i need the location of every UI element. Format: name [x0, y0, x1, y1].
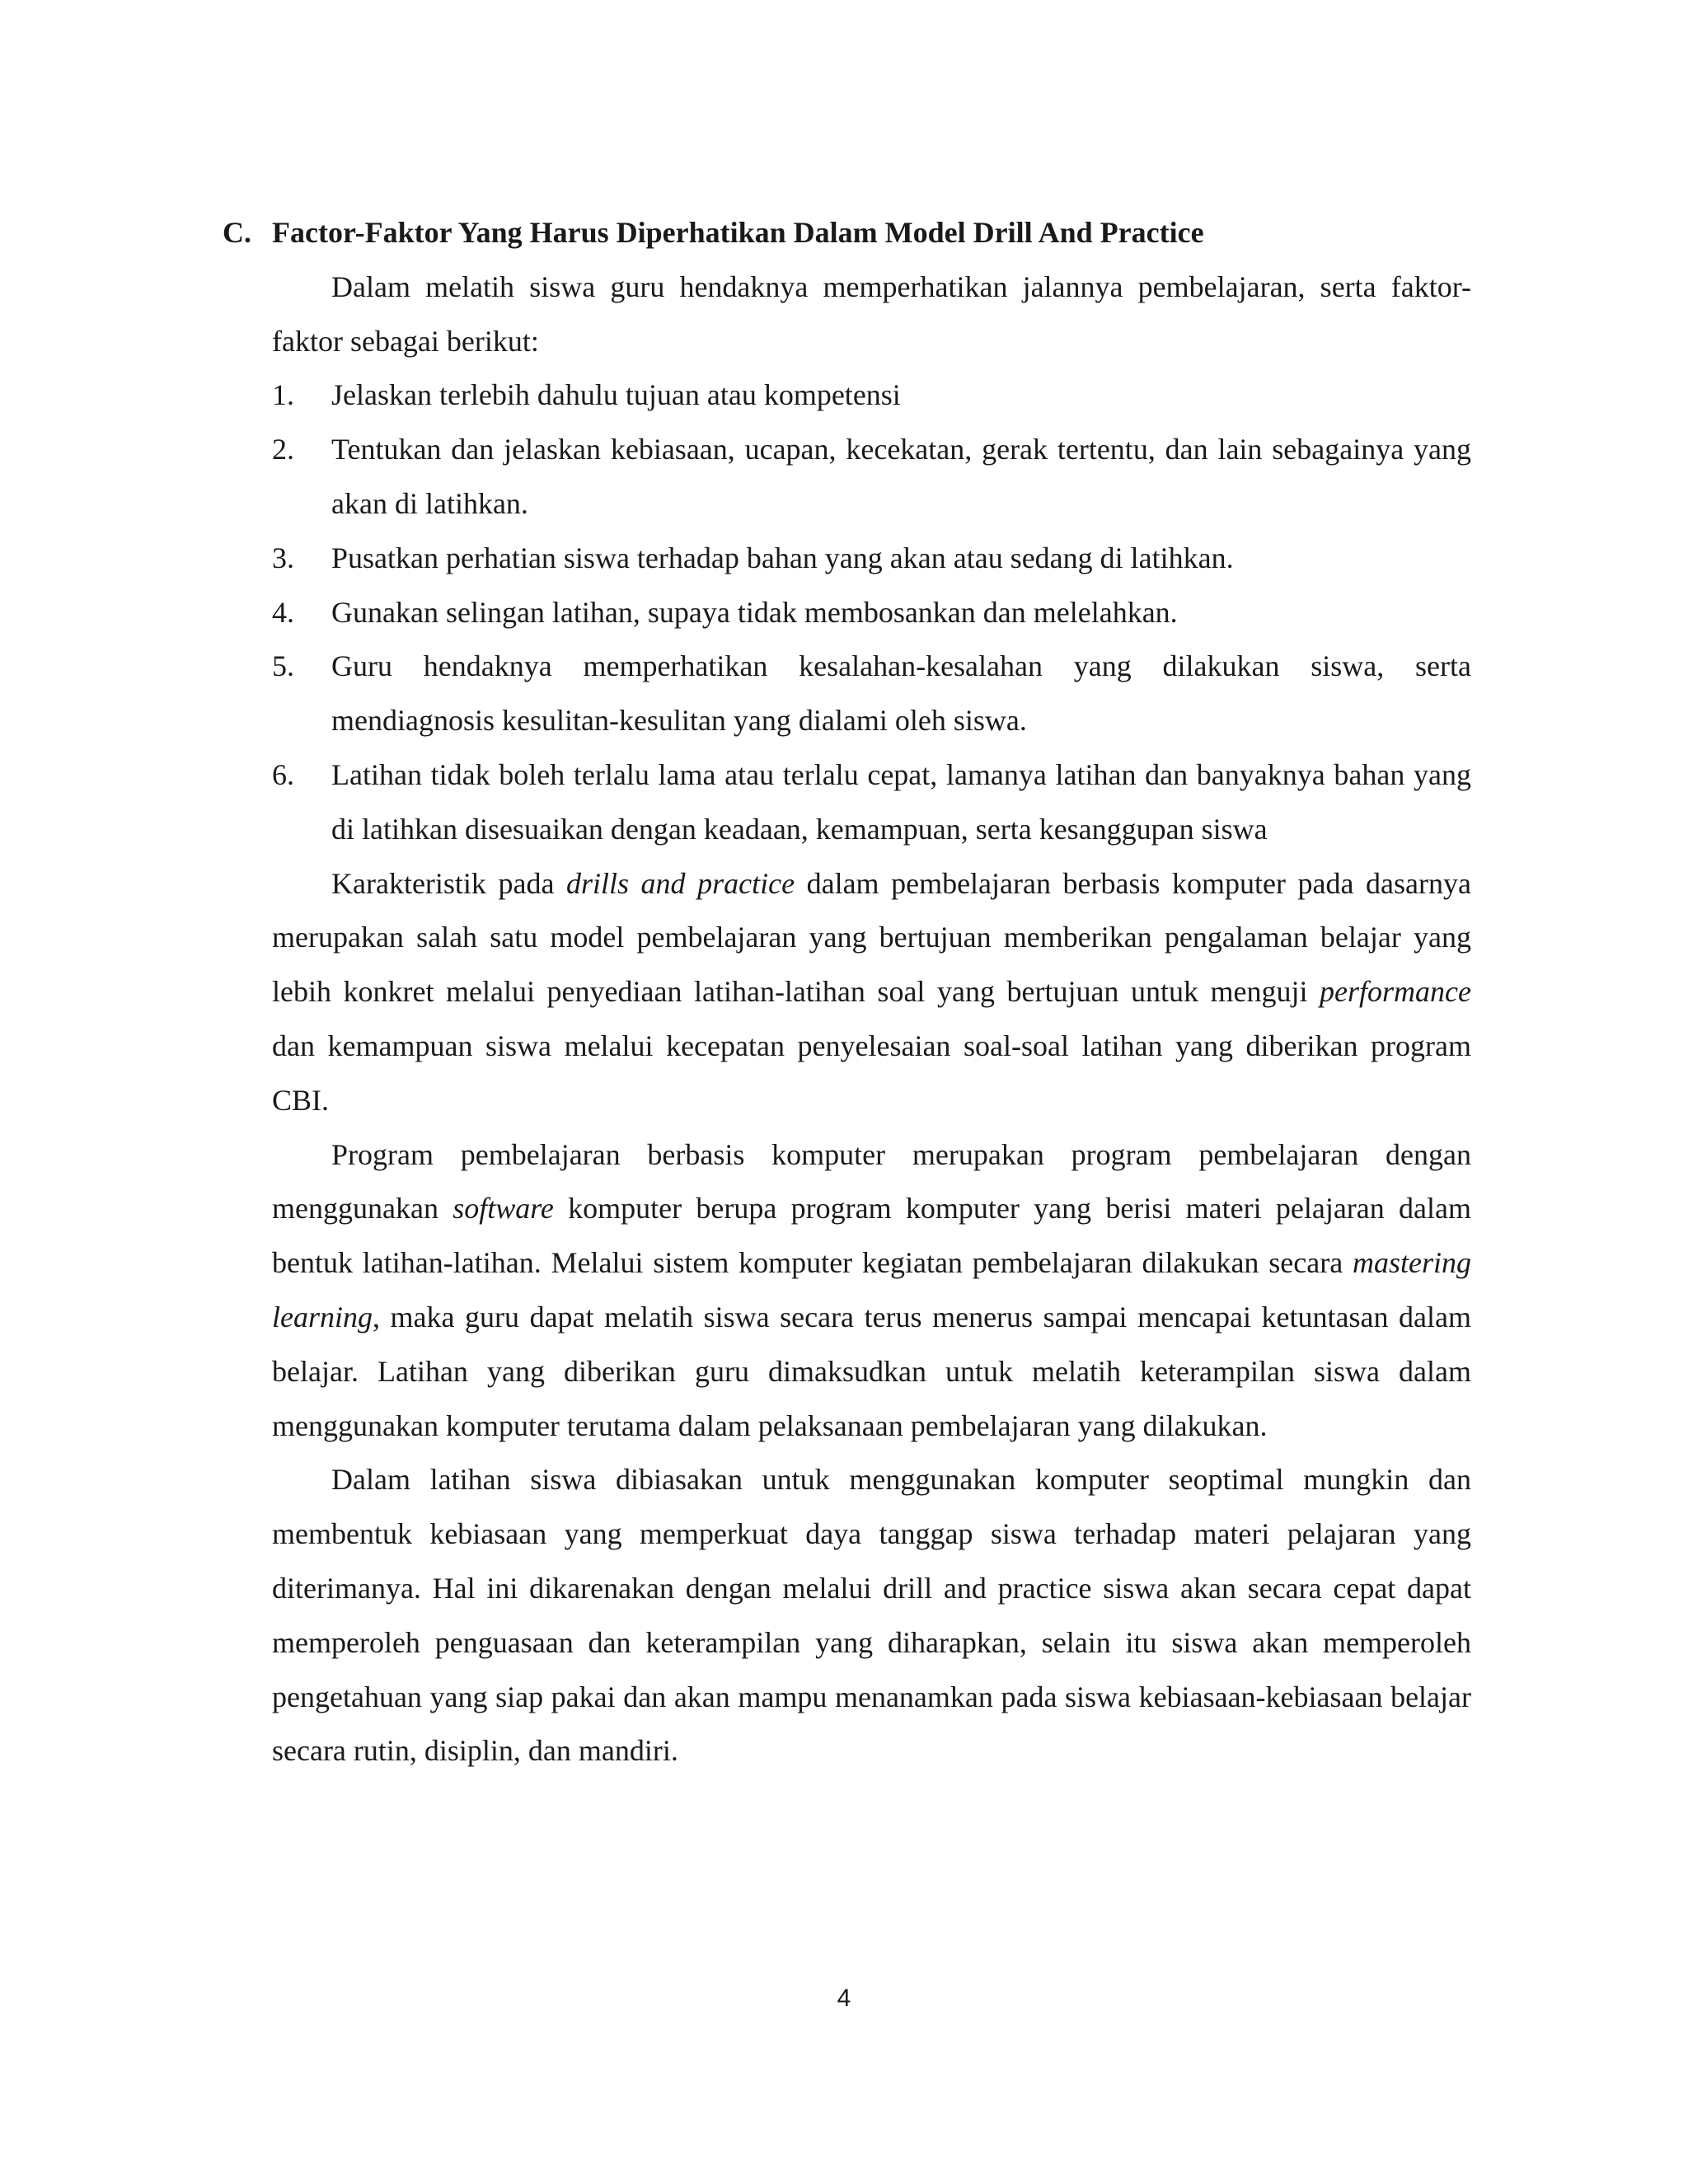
list-text: Guru hendaknya memperhatikan kesalahan-kesalahan yang dilakukan siswa, serta mendiagnosis kesulitan-kesulitan yang dialami oleh siswa. [331, 649, 1471, 738]
section-letter: C. [223, 216, 251, 249]
list-number: 4. [272, 595, 294, 629]
list-number: 5. [272, 649, 294, 683]
list-number: 1. [272, 378, 294, 412]
section-title: Factor-Faktor Yang Harus Diperhatikan Dalam Model Drill And Practice [272, 216, 1204, 249]
list-item [272, 423, 1471, 532]
list-text: Gunakan selingan latihan, supaya tidak membosankan dan melelahkan. [331, 595, 1178, 629]
text-run: dalam pembelajaran berbasis komputer pada dasarnya merupakan salah satu model pembelajaran yang bertujuan memberikan pengalaman belajar yang lebih konkret melalui penyediaan latihan-latihan soal yang bertujuan untuk menguji [272, 866, 1471, 1009]
paragraph-characteristics [272, 857, 1471, 1128]
section-heading [223, 206, 1471, 260]
text-run: komputer berupa program komputer yang berisi materi pelajaran dalam bentuk latihan-latihan. Melalui sistem komputer kegiatan pembelajaran dilakukan secara [272, 1192, 1472, 1280]
text-run: dan kemampuan siswa melalui kecepatan penyelesaian soal-soal latihan yang diberikan program CBI. [272, 1029, 1471, 1117]
list-item [272, 368, 1471, 423]
italic-term: mastering learning [272, 1246, 1471, 1333]
list-item [272, 748, 1471, 857]
italic-term: software [452, 1192, 554, 1226]
factor-list [272, 368, 1471, 856]
list-number: 6. [272, 757, 294, 791]
list-text: Jelaskan terlebih dahulu tujuan atau kompetensi [331, 378, 901, 412]
text-run: , maka guru dapat melatih siswa secara terus menerus sampai mencapai ketuntasan dalam belajar. Latihan yang diberikan guru dimaksudkan untuk melatih keterampilan siswa dalam menggunakan komputer terutama dalam pelaksanaan pembelajaran yang dilakukan. [272, 1300, 1471, 1442]
list-item [272, 532, 1471, 586]
list-item [272, 640, 1471, 748]
intro-paragraph: Dalam melatih siswa guru hendaknya memperhatikan jalannya pembelajaran, serta faktor-faktor sebagai berikut: [272, 269, 1471, 358]
text-run: Karakteristik pada [331, 866, 566, 900]
page-number: 4 [837, 1985, 851, 2012]
italic-term: drills and practice [565, 866, 795, 900]
list-number: 3. [272, 541, 294, 574]
list-text: Tentukan dan jelaskan kebiasaan, ucapan, kecekatan, gerak tertentu, dan lain sebagainya yang akan di latihkan. [331, 433, 1471, 520]
paragraph-program [272, 1128, 1471, 1454]
text-run: Program pembelajaran berbasis komputer merupakan program pembelajaran dengan menggunakan [272, 1137, 1471, 1226]
italic-term: performance [1320, 975, 1471, 1009]
list-text: Pusatkan perhatian siswa terhadap bahan yang akan atau sedang di latihkan. [331, 541, 1234, 574]
paragraph-practice: Dalam latihan siswa dibiasakan untuk menggunakan komputer seoptimal mungkin dan membentuk kebiasaan yang memperkuat daya tanggap siswa terhadap materi pelajaran yang diterimanya. Hal ini dikarenakan dengan melalui drill and practice siswa akan secara cepat dapat memperoleh penguasaan dan keterampilan yang diharapkan, selain itu siswa akan memperoleh pengetahuan yang siap pakai dan akan mampu menanamkan pada siswa kebiasaan-kebiasaan belajar secara rutin, disiplin, dan mandiri. [272, 1463, 1471, 1768]
list-item [272, 586, 1471, 640]
list-text: Latihan tidak boleh terlalu lama atau terlalu cepat, lamanya latihan dan banyaknya bahan yang di latihkan disesuaikan dengan keadaan, kemampuan, serta kesanggupan siswa [331, 757, 1471, 846]
page-content [223, 206, 1472, 1779]
list-number: 2. [272, 433, 294, 466]
